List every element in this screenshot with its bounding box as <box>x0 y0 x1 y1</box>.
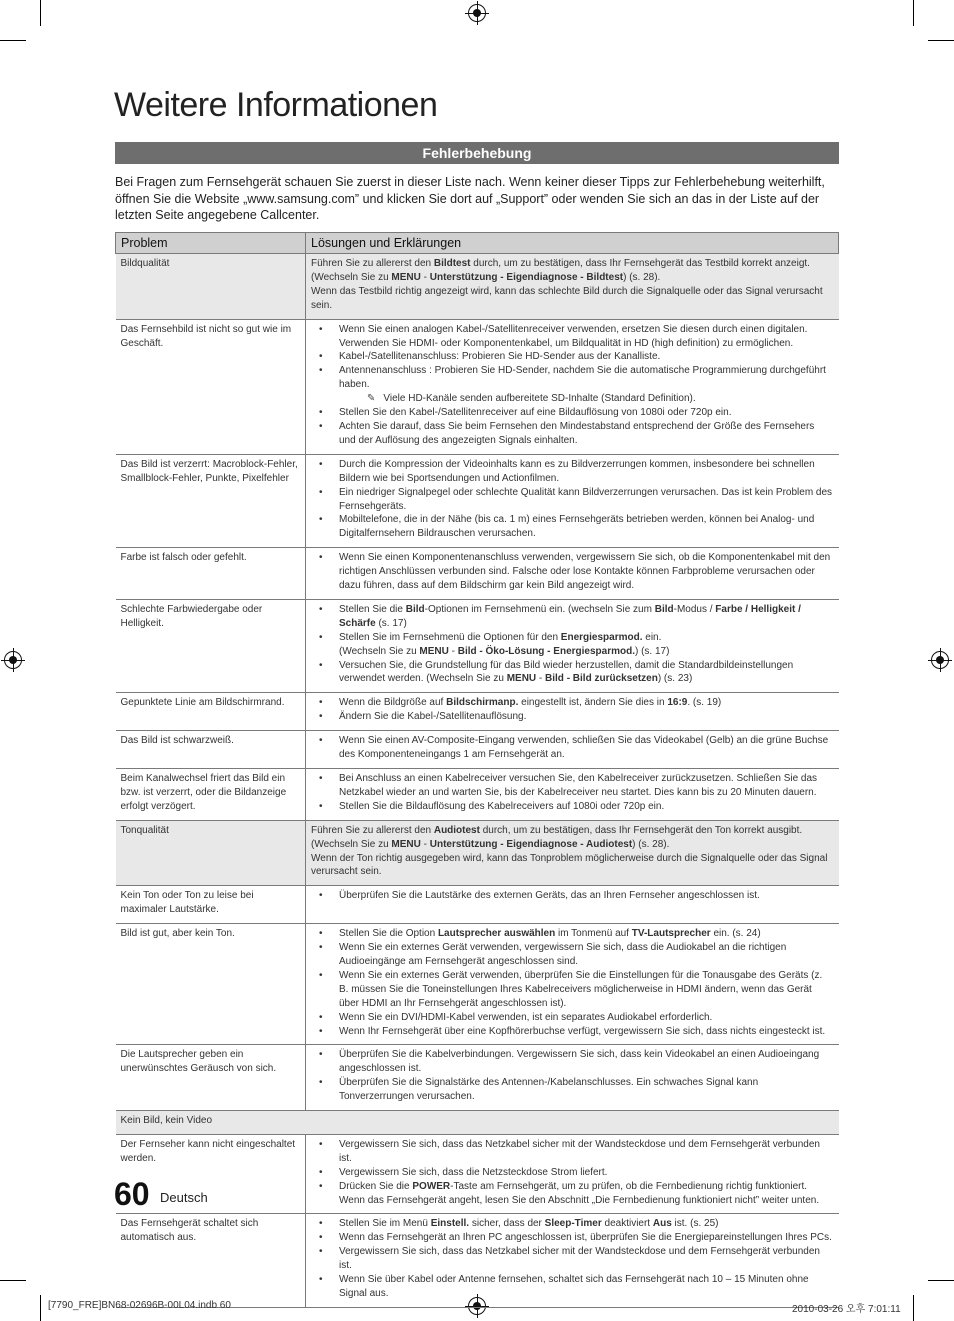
crop-mark <box>913 1295 914 1321</box>
solution-list <box>311 889 834 903</box>
solution-list <box>311 1048 834 1104</box>
solution-cell <box>306 769 839 821</box>
table-row <box>116 454 839 547</box>
solution-list <box>311 323 834 448</box>
solution-cell <box>306 1045 839 1111</box>
solution-item: • Überprüfen Sie die Kabelverbindungen. Vergewissern Sie sich, dass kein Videokabel an einen Audioeingang angeschlossen ist. <box>339 1048 834 1076</box>
solution-list <box>311 1138 834 1208</box>
pencil-note-icon: ✎ <box>367 393 376 405</box>
table-row <box>116 886 839 924</box>
problem-cell: Farbe ist falsch oder gefehlt. <box>116 548 306 600</box>
solution-item: • Ein niedriger Signalpegel oder schlechte Qualität kann Bildverzerrungen verursachen. Das ist kein Problem des Fernsehgeräts. <box>339 486 834 514</box>
solution-cell <box>306 886 839 924</box>
solution-text: Führen Sie zu allererst den Bildtest durch, um zu bestätigen, dass Ihr Fernsehgerät das Testbild korrekt anzeigt. (Wechseln Sie zu MENU - Unterstützung - Eigendiagnose - Bildtest) (s. 28). Wenn das Testbild richtig angezeigt wird, kann das schlechte Bild durch die Signalquelle oder das Signal verursacht sein. <box>311 258 823 311</box>
solution-cell <box>306 254 839 320</box>
solution-list <box>311 696 834 724</box>
page-number: 60 <box>114 1176 150 1212</box>
table-row <box>116 820 839 886</box>
problem-cell: Das Fernsehbild ist nicht so gut wie im Geschäft. <box>116 319 306 454</box>
solution-item: • Wenn Sie ein externes Gerät verwenden, überprüfen Sie die Einstellungen für die Tonausgabe des Geräts (z. B. müssen Sie die Toneinstellungen Ihres Kabelreceivers möglicherweise in HDMI ändern, wenn das Gerät über HDMI an Ihr Fernsehgerät angeschlossen ist). <box>339 969 834 1011</box>
crop-mark <box>928 40 954 41</box>
crop-mark <box>40 1295 41 1321</box>
troubleshooting-table <box>115 232 839 1308</box>
registration-mark-icon <box>468 4 486 22</box>
problem-cell: Bild ist gut, aber kein Ton. <box>116 924 306 1045</box>
table-row <box>116 1111 839 1135</box>
solution-list <box>311 927 834 1038</box>
solution-item: • Vergewissern Sie sich, dass das Netzkabel sicher mit der Wandsteckdose und dem Fernsehgerät verbunden ist. <box>339 1245 834 1273</box>
page-language: Deutsch <box>160 1190 208 1205</box>
solution-cell <box>306 548 839 600</box>
table-row <box>116 254 839 320</box>
problem-cell: Gepunktete Linie am Bildschirmrand. <box>116 693 306 731</box>
note: ✎ Viele HD-Kanäle senden aufbereitete SD-Inhalte (Standard Definition). <box>367 393 696 405</box>
solution-item: • Wenn Sie über Kabel oder Antenne fernsehen, schaltet sich das Fernsehgerät nach 10 – 15 Minuten ohne Signal aus. <box>339 1273 834 1301</box>
solution-item: • Überprüfen Sie die Signalstärke des Antennen-/Kabelanschlusses. Ein schwaches Signal kann Tonverzerrungen verursachen. <box>339 1076 834 1104</box>
table-header-row <box>116 233 839 254</box>
crop-mark <box>913 0 914 26</box>
problem-cell: Die Lautsprecher geben ein unerwünschtes Geräusch von sich. <box>116 1045 306 1111</box>
solution-item: • Wenn Sie einen analogen Kabel-/Satellitenreceiver verwenden, ersetzen Sie diesen durch einen digitalen. Verwenden Sie HDMI- oder Komponentenkabel, um Bildqualität in HD (high definition) zu ermöglichen. <box>339 323 834 351</box>
table-row <box>116 319 839 454</box>
solution-item: • Stellen Sie im Menü Einstell. sicher, dass der Sleep-Timer deaktiviert Aus ist. (s. 25) <box>339 1217 834 1231</box>
solution-item: • Stellen Sie die Bildauflösung des Kabelreceivers auf 1080i oder 720p ein. <box>339 800 834 814</box>
solution-list <box>311 551 834 593</box>
problem-cell: Tonqualität <box>116 820 306 886</box>
solution-cell <box>306 731 839 769</box>
header-solutions: Lösungen und Erklärungen <box>306 233 839 254</box>
solution-list <box>311 458 834 541</box>
solution-item: • Wenn die Bildgröße auf Bildschirmanp. eingestellt ist, ändern Sie dies in 16:9. (s. 19) <box>339 696 834 710</box>
print-footer-date: 2010-03-26 오후 7:01:11 <box>792 1304 901 1315</box>
table-row <box>116 731 839 769</box>
table-row <box>116 693 839 731</box>
solution-item: • Versuchen Sie, die Grundstellung für das Bild wieder herzustellen, damit die Standardbildeinstellungen verwendet werden. (Wechseln Sie zu MENU - Bild - Bild zurücksetzen) (s. 23) <box>339 659 834 687</box>
solution-item: • Stellen Sie den Kabel-/Satellitenreceiver auf eine Bildauflösung von 1080i oder 720p ein. <box>339 406 834 420</box>
table-row <box>116 599 839 692</box>
solution-cell <box>306 599 839 692</box>
header-problem: Problem <box>116 233 306 254</box>
solution-cell <box>306 1214 839 1307</box>
solution-cell <box>306 454 839 547</box>
section-title: Fehlerbehebung <box>115 142 839 164</box>
table-row <box>116 548 839 600</box>
solution-cell <box>306 1134 839 1214</box>
problem-cell: Der Fernseher kann nicht eingeschaltet werden. <box>116 1134 306 1214</box>
solution-item: • Durch die Kompression der Videoinhalts kann es zu Bildverzerrungen kommen, insbesondere bei schnellen Bildern wie bei Sportsendungen und Actionfilmen. <box>339 458 834 486</box>
crop-mark <box>0 40 26 41</box>
solution-item: • Antennenanschluss : Probieren Sie HD-Sender, nachdem Sie die automatische Programmierung durchgeführt haben. <box>339 364 834 392</box>
problem-cell: Bildqualität <box>116 254 306 320</box>
solution-item: • Drücken Sie die POWER-Taste am Fernsehgerät, um zu prüfen, ob die Fernbedienung richtig funktioniert. Wenn das Fernsehgerät angeht, lesen Sie den Abschnitt „Die Fernbedienung funktioniert nicht” weiter unten. <box>339 1180 834 1208</box>
problem-cell: Kein Bild, kein Video <box>116 1111 839 1135</box>
solution-list <box>311 772 834 814</box>
registration-mark-icon <box>4 651 22 669</box>
solution-text: Führen Sie zu allererst den Audiotest durch, um zu bestätigen, dass Ihr Fernsehgerät den Ton korrekt ausgibt. (Wechseln Sie zu MENU - Unterstützung - Eigendiagnose - Audiotest) (s. 28). Wenn der Ton richtig ausgegeben wird, kann das Tonproblem möglicherweise durch die Signalquelle oder das Signal verursacht sein. <box>311 824 828 878</box>
solution-item: • Mobiltelefone, die in der Nähe (bis ca. 1 m) eines Fernsehgeräts betrieben werden, können bei Analog- und Digitalfernsehern Bildrauschen verursachen. <box>339 513 834 541</box>
solution-list <box>311 603 834 686</box>
solution-item: • Wenn Sie einen Komponentenanschluss verwenden, vergewissern Sie sich, ob die Komponentenkabel mit den richtigen Anschlüssen verbunden sind. Falsche oder lose Kontakte können Farbprobleme verursachen oder dazu führen, dass auf dem Bildschirm gar kein Bild angezeigt wird. <box>339 551 834 593</box>
table-row <box>116 1134 839 1214</box>
solution-item: • Vergewissern Sie sich, dass das Netzkabel sicher mit der Wandsteckdose und dem Fernsehgerät verbunden ist. <box>339 1138 834 1166</box>
table-row <box>116 924 839 1045</box>
solution-list <box>311 1217 834 1300</box>
solution-item: • Stellen Sie die Option Lautsprecher auswählen im Tonmenü auf TV-Lautsprecher ein. (s. 24) <box>339 927 834 941</box>
problem-cell: Das Fernsehgerät schaltet sich automatisch aus. <box>116 1214 306 1307</box>
solution-cell <box>306 693 839 731</box>
table-row <box>116 1214 839 1307</box>
solution-cell <box>306 820 839 886</box>
solution-item: • Achten Sie darauf, dass Sie beim Fernsehen den Mindestabstand entsprechend der Größe des Fernsehers und der Auflösung des angezeigten Signals einhalten. <box>339 420 834 448</box>
solution-item: • Wenn Sie ein DVI/HDMI-Kabel verwenden, ist ein separates Audiokabel erforderlich. <box>339 1011 834 1025</box>
problem-cell: Das Bild ist verzerrt: Macroblock-Fehler, Smallblock-Fehler, Punkte, Pixelfehler <box>116 454 306 547</box>
solution-item: • Überprüfen Sie die Lautstärke des externen Geräts, das an Ihren Fernseher angeschlossen ist. <box>339 889 834 903</box>
registration-mark-icon <box>931 651 949 669</box>
solution-item: • Wenn Ihr Fernsehgerät über eine Kopfhörerbuchse verfügt, vergewissern Sie sich, dass nichts eingesteckt ist. <box>339 1025 834 1039</box>
table-row <box>116 769 839 821</box>
solution-item: • Kabel-/Satellitenanschluss: Probieren Sie HD-Sender aus der Kanalliste. <box>339 350 834 364</box>
solution-item: • Bei Anschluss an einen Kabelreceiver versuchen Sie, den Kabelreceiver zurückzusetzen. Schließen Sie das Netzkabel wieder an und warten Sie, bis der Kabelreceiver neu startet. Dies kann bis zu 20 Minuten dauern. <box>339 772 834 800</box>
solution-cell <box>306 924 839 1045</box>
crop-mark <box>0 1280 26 1281</box>
solution-item: • Stellen Sie die Bild-Optionen im Fernsehmenü ein. (wechseln Sie zum Bild-Modus / Farbe / Helligkeit / Schärfe (s. 17) <box>339 603 834 631</box>
page-title: Weitere Informationen <box>114 86 438 124</box>
solution-item: • Wenn Sie ein externes Gerät verwenden, vergewissern Sie sich, dass die Audiokabel an die richtigen Audioeingänge am Fernsehgerät angeschlossen sind. <box>339 941 834 969</box>
problem-cell: Kein Ton oder Ton zu leise bei maximaler Lautstärke. <box>116 886 306 924</box>
solution-item: • Stellen Sie im Fernsehmenü die Optionen für den Energiesparmod. ein. (Wechseln Sie zu MENU - Bild - Öko-Lösung - Energiesparmod.) (s. 17) <box>339 631 834 659</box>
crop-mark <box>40 0 41 26</box>
problem-cell: Schlechte Farbwiedergabe oder Helligkeit. <box>116 599 306 692</box>
solution-item: • Wenn das Fernsehgerät an Ihren PC angeschlossen ist, überprüfen Sie die Energiepareinstellungen Ihres PCs. <box>339 1231 834 1245</box>
solution-item: • Ändern Sie die Kabel-/Satellitenauflösung. <box>339 710 834 724</box>
problem-cell: Das Bild ist schwarzweiß. <box>116 731 306 769</box>
print-footer-file: [7790_FRE]BN68-02696B-00L04.indb 60 <box>48 1300 231 1311</box>
table-row <box>116 1045 839 1111</box>
intro-paragraph: Bei Fragen zum Fernsehgerät schauen Sie zuerst in dieser Liste nach. Wenn keiner dieser Tipps zur Fehlerbehebung weiterhilft, öffnen Sie die Website „www.samsung.com” und klicken Sie dort auf „Support” oder wenden Sie sich an das in der Liste auf der letzten Seite angegebene Callcenter. <box>115 175 825 222</box>
solution-item: • Vergewissern Sie sich, dass die Netzsteckdose Strom liefert. <box>339 1166 834 1180</box>
solution-cell <box>306 319 839 454</box>
crop-mark <box>928 1280 954 1281</box>
problem-cell: Beim Kanalwechsel friert das Bild ein bzw. ist verzerrt, oder die Bildanzeige erfolgt verzögert. <box>116 769 306 821</box>
solution-list <box>311 734 834 762</box>
solution-item: • Wenn Sie einen AV-Composite-Eingang verwenden, schließen Sie das Videokabel (Gelb) an die grüne Buchse des Komponenteneingangs 1 am Fernsehgerät an. <box>339 734 834 762</box>
table-body <box>116 254 839 1308</box>
